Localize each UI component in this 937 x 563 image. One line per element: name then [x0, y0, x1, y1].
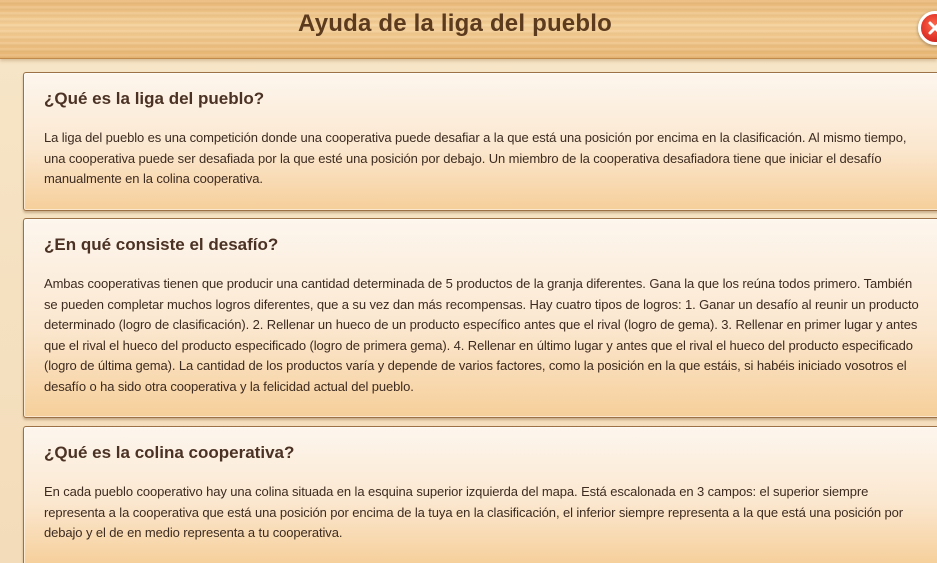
section-body: Ambas cooperativas tienen que producir una cantidad determinada de 5 productos de la granja diferentes. Gana la que los reúna todos primero. También se pueden completar muchos logros diferentes, que a su vez dan más recompensas. Hay cuatro tipos de logros: 1. Ganar un desafío al reunir un producto determinado (logro de clasificación). 2. Rellenar un hueco de un producto específico antes que el rival (logro de gema). 3. Rellenar en primer lugar y antes que el rival el hueco del producto especificado (logro de primera gema). 4. Rellenar en último lugar y antes que el rival el hueco del producto especificado (logro de última gema). La cantidad de los productos varía y depende de varios factores, como la posición en la que estáis, si habéis iniciado vosotros el desafío o ha sido otra cooperativa y la felicidad actual del pueblo. [44, 276, 919, 394]
help-content[interactable] [0, 58, 937, 563]
section-body: La liga del pueblo es una competición donde una cooperativa puede desafiar a la que está una posición por encima en la clasificación. Al mismo tiempo, una cooperativa puede ser desafiada por la que esté una posición por debajo. Un miembro de la cooperativa desafiadora tiene que iniciar el desafío manualmente en la colina cooperativa. [44, 130, 907, 186]
section-heading: ¿En qué consiste el desafío? [44, 235, 279, 254]
close-button[interactable] [918, 11, 937, 45]
section-heading: ¿Qué es la liga del pueblo? [44, 89, 265, 108]
section-village-league [23, 72, 937, 211]
close-icon [927, 20, 937, 36]
window-title: Ayuda de la liga del pueblo [298, 10, 612, 37]
section-challenge [23, 218, 937, 418]
section-cooperative-hill [23, 426, 937, 563]
section-heading: ¿Qué es la colina cooperativa? [44, 443, 295, 462]
title-bar [0, 0, 937, 59]
section-body: En cada pueblo cooperativo hay una colina situada en la esquina superior izquierda del mapa. Está escalonada en 3 campos: el superior siempre representa a la cooperativa que está una posición por encima de la tuya en la clasificación, el inferior siempre representa a la que está una posición por debajo y el de en medio representa a tu cooperativa. [44, 484, 904, 540]
